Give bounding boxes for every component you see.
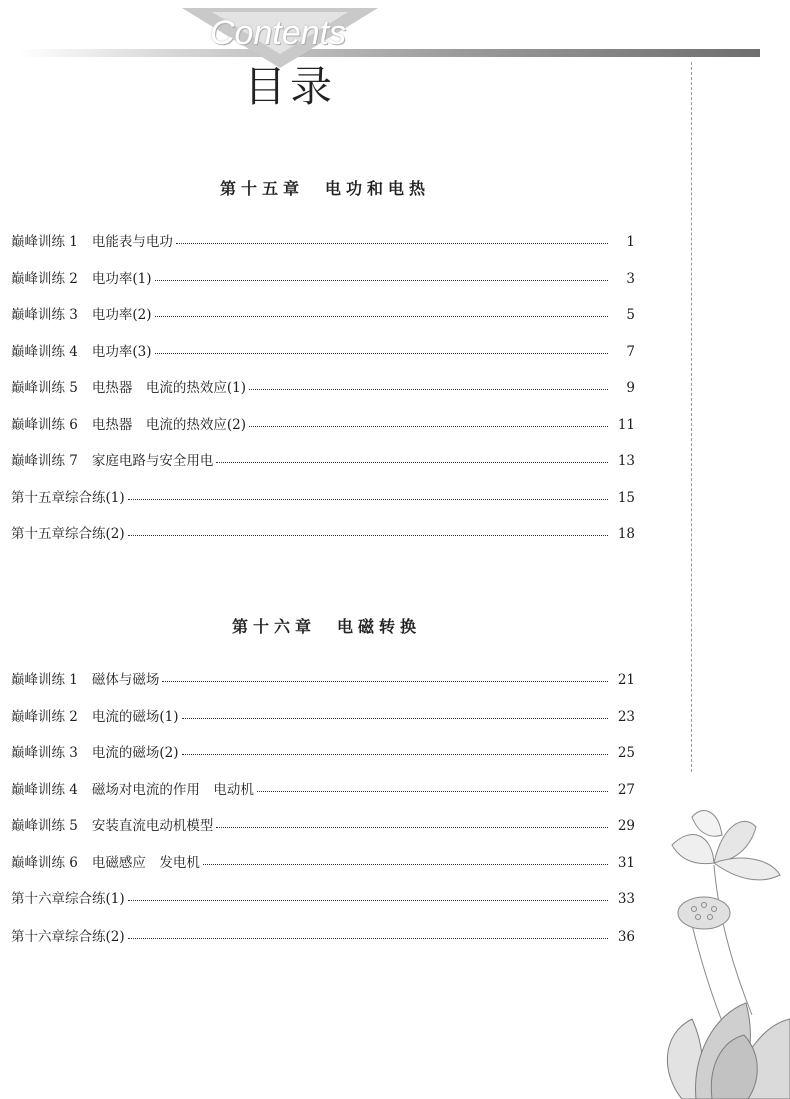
entry-page-number: 29 xyxy=(617,818,635,834)
entry-page-number: 23 xyxy=(617,709,635,725)
entry-page-number: 9 xyxy=(626,380,635,396)
entry-prefix: 巅峰训练 5 xyxy=(11,380,78,396)
header-gradient-bar xyxy=(18,49,760,57)
toc-entry[interactable] xyxy=(11,778,635,798)
lotus-illustration xyxy=(652,805,790,1099)
leader-dots xyxy=(176,233,608,244)
entry-prefix: 巅峰训练 6 xyxy=(11,855,78,871)
entry-title: 安装直流电动机模型 xyxy=(91,818,214,834)
entry-prefix: 巅峰训练 3 xyxy=(11,745,78,761)
toc-entry[interactable] xyxy=(11,814,635,834)
toc-entry[interactable] xyxy=(11,340,635,360)
leader-dots xyxy=(128,525,608,536)
toc-entry[interactable] xyxy=(11,705,635,725)
leader-dots xyxy=(128,489,608,500)
page-title: 目录 xyxy=(244,62,337,111)
entry-prefix: 巅峰训练 1 xyxy=(11,234,78,250)
leader-dots xyxy=(128,928,608,939)
toc-entry[interactable] xyxy=(11,449,635,469)
entry-page-number: 5 xyxy=(626,307,635,323)
leader-dots xyxy=(249,416,608,427)
entry-title: 电能表与电功 xyxy=(91,234,173,250)
entry-title: 电磁感应 发电机 xyxy=(91,855,200,871)
chapter-heading: 第十六章 电磁转换 xyxy=(232,617,422,636)
entry-prefix: 第十五章综合练(2) xyxy=(11,526,125,542)
entry-prefix: 巅峰训练 1 xyxy=(11,672,78,688)
entry-prefix: 巅峰训练 2 xyxy=(11,271,78,287)
entry-page-number: 7 xyxy=(626,344,635,360)
entry-prefix: 巅峰训练 7 xyxy=(11,453,78,469)
toc-entry[interactable] xyxy=(11,413,635,433)
toc-entry[interactable] xyxy=(11,887,635,907)
toc-entry[interactable] xyxy=(11,230,635,250)
leader-dots xyxy=(216,817,608,828)
leader-dots xyxy=(155,343,608,354)
entry-prefix: 巅峰训练 2 xyxy=(11,709,78,725)
entry-prefix: 第十六章综合练(1) xyxy=(11,891,125,907)
toc-entry[interactable] xyxy=(11,925,635,945)
entry-page-number: 18 xyxy=(617,526,635,542)
entry-prefix: 巅峰训练 3 xyxy=(11,307,78,323)
leader-dots xyxy=(155,270,608,281)
leader-dots xyxy=(249,379,608,390)
leader-dots xyxy=(162,671,608,682)
entry-prefix: 巅峰训练 4 xyxy=(11,782,78,798)
entry-page-number: 13 xyxy=(617,453,635,469)
contents-decor-word: Contents xyxy=(210,14,347,52)
leader-dots xyxy=(182,744,608,755)
entry-page-number: 11 xyxy=(617,417,635,433)
leader-dots xyxy=(257,781,608,792)
entry-prefix: 第十五章综合练(1) xyxy=(11,490,125,506)
entry-page-number: 21 xyxy=(617,672,635,688)
entry-page-number: 1 xyxy=(626,234,635,250)
vertical-dashed-rule xyxy=(691,62,692,772)
entry-page-number: 31 xyxy=(617,855,635,871)
entry-prefix: 巅峰训练 6 xyxy=(11,417,78,433)
entry-title: 电热器 电流的热效应(2) xyxy=(91,417,247,433)
leader-dots xyxy=(182,708,608,719)
entry-prefix: 巅峰训练 4 xyxy=(11,344,78,360)
entry-title: 电功率(3) xyxy=(91,344,152,360)
entry-title: 电功率(1) xyxy=(91,271,152,287)
entry-prefix: 巅峰训练 5 xyxy=(11,818,78,834)
entry-title: 磁场对电流的作用 电动机 xyxy=(91,782,254,798)
entry-title: 磁体与磁场 xyxy=(91,672,160,688)
entry-title: 电流的磁场(1) xyxy=(91,709,179,725)
toc-entry[interactable] xyxy=(11,376,635,396)
toc-entry[interactable] xyxy=(11,668,635,688)
leader-dots xyxy=(216,452,608,463)
toc-entry[interactable] xyxy=(11,851,635,871)
entry-page-number: 3 xyxy=(626,271,635,287)
entry-title: 家庭电路与安全用电 xyxy=(91,453,214,469)
entry-page-number: 27 xyxy=(617,782,635,798)
toc-entry[interactable] xyxy=(11,522,635,542)
toc-entry[interactable] xyxy=(11,303,635,323)
entry-page-number: 15 xyxy=(617,490,635,506)
entry-page-number: 33 xyxy=(617,891,635,907)
toc-entry[interactable] xyxy=(11,741,635,761)
entry-page-number: 36 xyxy=(617,929,635,945)
leader-dots xyxy=(203,854,608,865)
leader-dots xyxy=(128,890,608,901)
entry-page-number: 25 xyxy=(617,745,635,761)
entry-prefix: 第十六章综合练(2) xyxy=(11,929,125,945)
toc-entry[interactable] xyxy=(11,267,635,287)
chapter-heading: 第十五章 电功和电热 xyxy=(220,179,431,198)
leader-dots xyxy=(155,306,608,317)
toc-entry[interactable] xyxy=(11,486,635,506)
entry-title: 电功率(2) xyxy=(91,307,152,323)
entry-title: 电热器 电流的热效应(1) xyxy=(91,380,247,396)
entry-title: 电流的磁场(2) xyxy=(91,745,179,761)
